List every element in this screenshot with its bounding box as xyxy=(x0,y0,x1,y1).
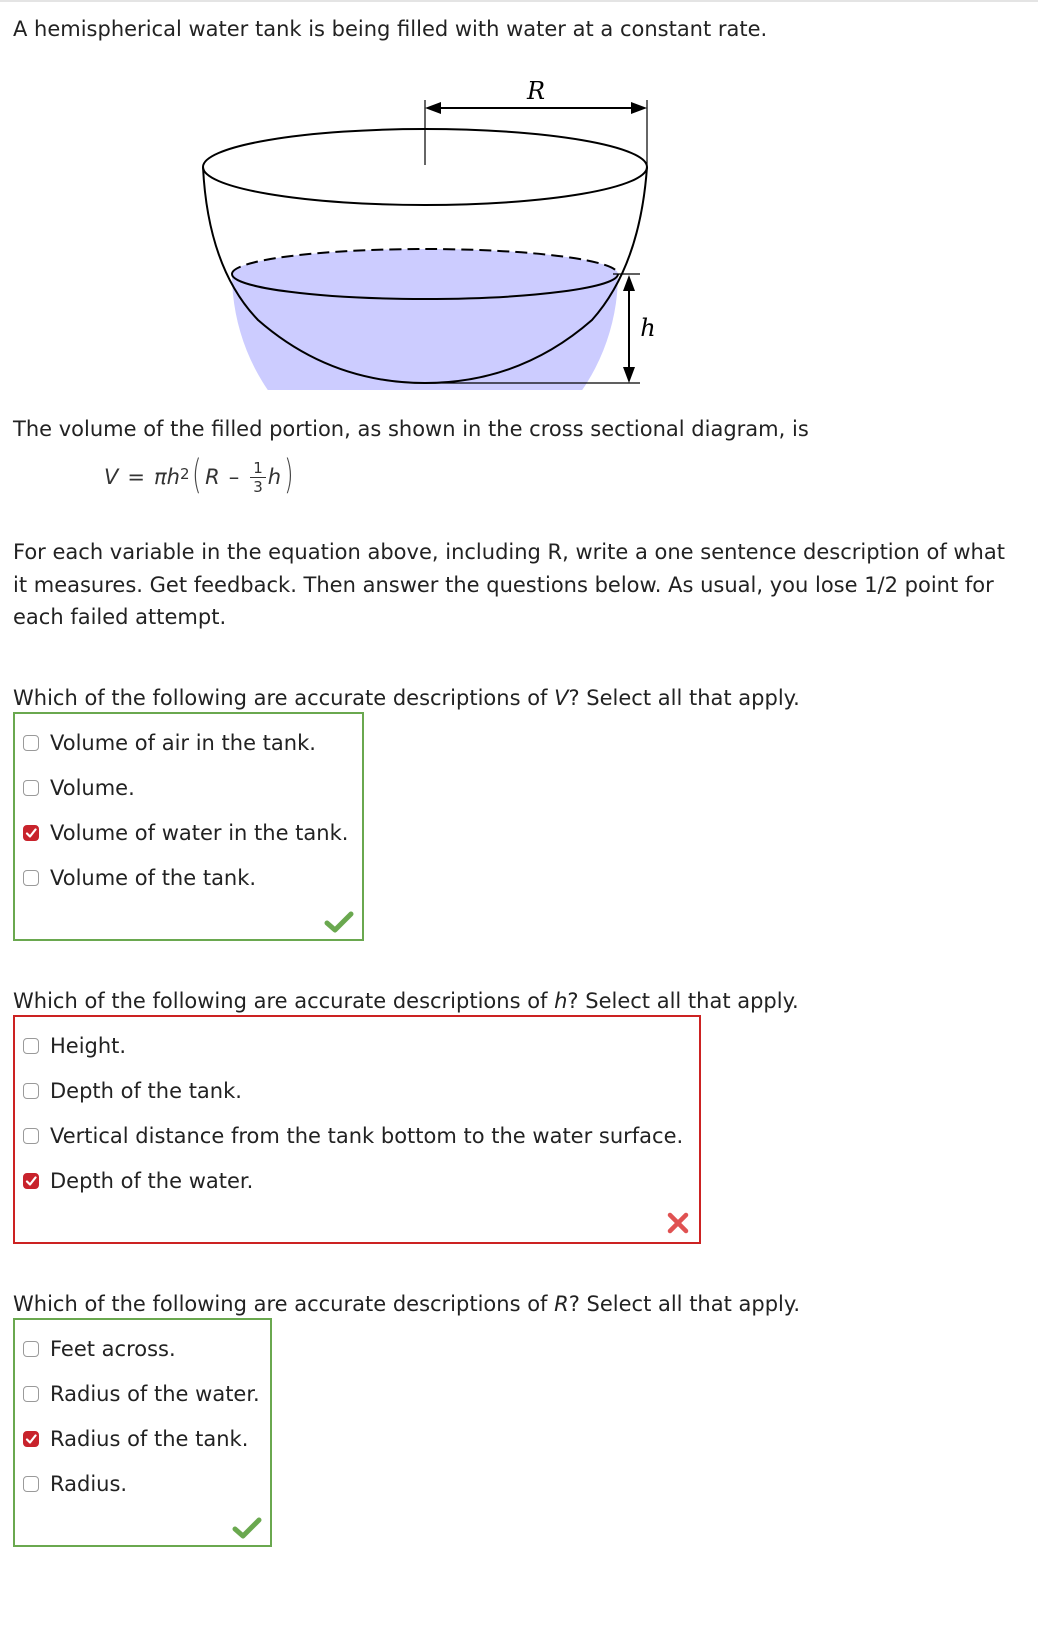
formula-v: V xyxy=(104,465,119,489)
height-arrowhead-top xyxy=(623,275,635,291)
radius-label: R xyxy=(526,77,546,105)
top-divider xyxy=(0,0,1038,2)
option-r-3[interactable] xyxy=(15,1469,127,1499)
formula-fraction-numerator: 1 xyxy=(250,460,266,478)
height-arrowhead-bottom xyxy=(623,367,635,383)
option-r-0[interactable] xyxy=(15,1334,176,1364)
question-v-variable: V xyxy=(554,686,569,710)
option-label: Volume. xyxy=(50,776,135,800)
question-h-suffix: ? Select all that apply. xyxy=(567,989,799,1013)
checkbox-unchecked[interactable] xyxy=(23,1083,39,1099)
checkbox-checked[interactable] xyxy=(23,1173,39,1189)
checkbox-unchecked[interactable] xyxy=(23,1476,39,1492)
option-label: Radius. xyxy=(50,1472,128,1496)
option-label: Volume of air in the tank. xyxy=(50,731,316,755)
option-h-2[interactable] xyxy=(15,1121,683,1151)
correct-check-icon xyxy=(324,911,354,933)
option-v-1[interactable] xyxy=(15,773,135,803)
question-r xyxy=(13,1289,800,1319)
option-h-0[interactable] xyxy=(15,1031,126,1061)
formula-fraction xyxy=(250,460,266,495)
problem-intro: A hemispherical water tank is being filled with water at a constant rate. xyxy=(13,17,768,41)
option-label: Height. xyxy=(50,1034,127,1058)
formula-equals: = xyxy=(127,465,145,489)
option-v-3[interactable] xyxy=(15,863,256,893)
height-label: h xyxy=(640,314,656,342)
formula-minus: – xyxy=(228,465,240,489)
checkmark-icon xyxy=(25,827,37,839)
checkbox-unchecked[interactable] xyxy=(23,780,39,796)
formula-exponent: 2 xyxy=(179,465,190,483)
hemisphere-tank-diagram xyxy=(190,70,670,390)
checkbox-unchecked[interactable] xyxy=(23,870,39,886)
question-v-suffix: ? Select all that apply. xyxy=(568,686,800,710)
question-r-suffix: ? Select all that apply. xyxy=(568,1292,800,1316)
radius-arrowhead-left xyxy=(425,102,441,114)
checkbox-unchecked[interactable] xyxy=(23,1341,39,1357)
option-label: Depth of the water. xyxy=(50,1169,254,1193)
checkbox-unchecked[interactable] xyxy=(23,1128,39,1144)
question-v xyxy=(13,683,800,713)
checkmark-icon xyxy=(25,1433,37,1445)
option-label: Feet across. xyxy=(50,1337,176,1361)
checkbox-unchecked[interactable] xyxy=(23,735,39,751)
option-v-2[interactable] xyxy=(15,818,348,848)
volume-description: The volume of the filled portion, as shown in the cross sectional diagram, is xyxy=(13,417,809,441)
option-label: Vertical distance from the tank bottom to the water surface. xyxy=(50,1124,684,1148)
checkmark-icon xyxy=(25,1175,37,1187)
option-label: Radius of the water. xyxy=(50,1382,260,1406)
answer-box-h xyxy=(13,1015,701,1244)
option-r-1[interactable] xyxy=(15,1379,260,1409)
answer-box-v xyxy=(13,712,364,941)
correct-check-icon xyxy=(232,1517,262,1539)
option-v-0[interactable] xyxy=(15,728,316,758)
option-label: Volume of water in the tank. xyxy=(50,821,349,845)
question-h-variable: h xyxy=(554,989,568,1013)
question-h xyxy=(13,986,799,1016)
option-h-3[interactable] xyxy=(15,1166,253,1196)
volume-formula xyxy=(104,452,297,502)
formula-pi-h: πh xyxy=(153,465,180,489)
question-r-variable: R xyxy=(554,1292,569,1316)
question-v-prefix: Which of the following are accurate descriptions of xyxy=(13,686,555,710)
checkbox-checked[interactable] xyxy=(23,825,39,841)
formula-close-paren: ) xyxy=(284,452,294,498)
answer-box-r xyxy=(13,1318,272,1547)
formula-open-paren: ( xyxy=(192,452,202,498)
formula-h: h xyxy=(267,465,282,489)
instructions: For each variable in the equation above, including R, write a one sentence description of what it measures. Get feedback. Then answer the questions below. As usual, you lose 1/2 point for each failed attempt. xyxy=(13,540,1005,629)
question-h-prefix: Which of the following are accurate descriptions of xyxy=(13,989,555,1013)
option-h-1[interactable] xyxy=(15,1076,242,1106)
question-r-prefix: Which of the following are accurate descriptions of xyxy=(13,1292,555,1316)
formula-r: R xyxy=(205,465,220,489)
option-label: Volume of the tank. xyxy=(50,866,257,890)
radius-arrowhead-right xyxy=(631,102,647,114)
checkbox-checked[interactable] xyxy=(23,1431,39,1447)
checkbox-unchecked[interactable] xyxy=(23,1386,39,1402)
option-r-2[interactable] xyxy=(15,1424,248,1454)
option-label: Depth of the tank. xyxy=(50,1079,242,1103)
option-label: Radius of the tank. xyxy=(50,1427,249,1451)
incorrect-x-icon xyxy=(667,1212,689,1234)
checkbox-unchecked[interactable] xyxy=(23,1038,39,1054)
formula-fraction-denominator: 3 xyxy=(253,477,263,496)
